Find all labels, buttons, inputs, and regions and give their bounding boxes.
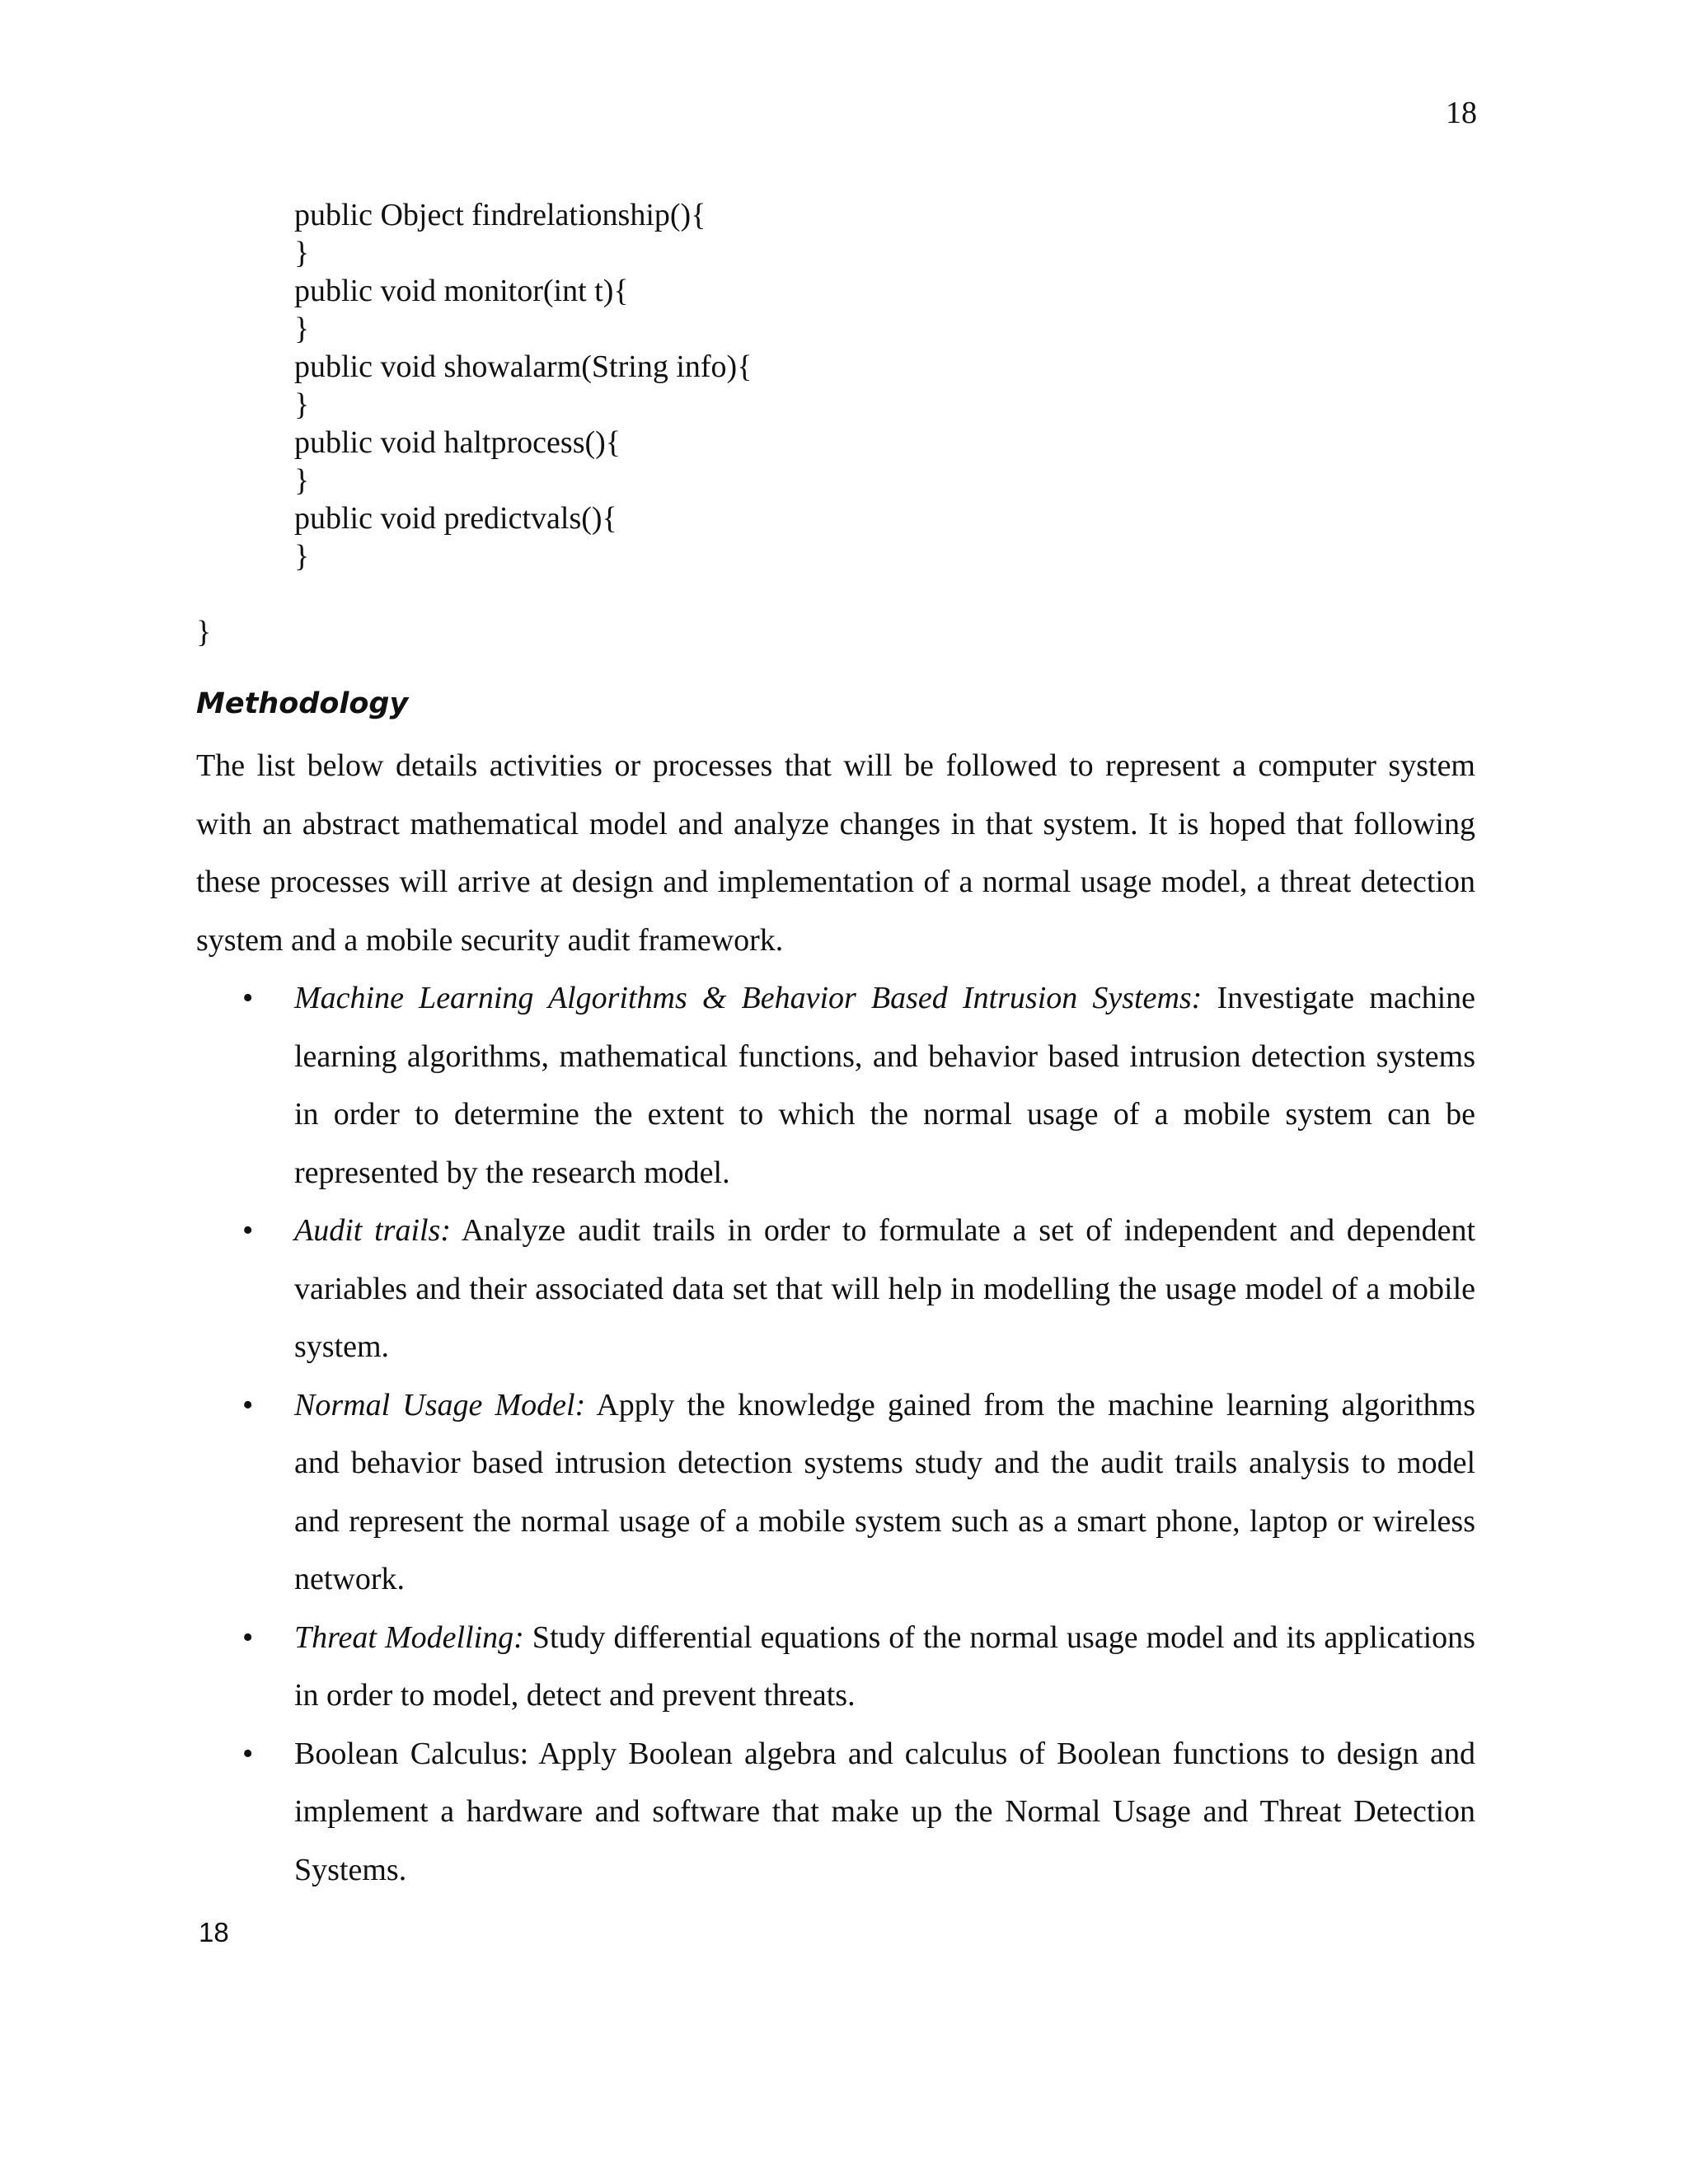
list-item <box>196 1609 1475 1725</box>
item-text: Analyze audit trails in order to formulate a set of independent and dependent variables and their associated data set that will help in modelling the usage model of a mobile system. <box>294 1213 1476 1364</box>
item-term: Machine Learning Algorithms & Behavior Based Intrusion Systems: <box>294 981 1203 1015</box>
item-text: Apply the knowledge gained from the machine learning algorithms and behavior based intrusion detection systems study and the audit trails analysis to model and represent the normal usage of a mobile system such as a smart phone, laptop or wireless network. <box>294 1387 1475 1596</box>
code-line: } <box>294 312 310 346</box>
bullet-icon: • <box>242 1736 254 1771</box>
intro-paragraph: The list below details activities or processes that will be followed to represent a computer system with an abstract mathematical model and analyze changes in that system. It is hoped that following these processes will arrive at design and implementation of a normal usage model, a threat detection system and a mobile security audit framework. <box>196 748 1475 958</box>
code-line: } <box>294 463 310 498</box>
bullet-icon: • <box>242 1387 254 1422</box>
item-text: Investigate machine learning algorithms, mathematical functions, and behavior based intrusion detection systems in order to determine the extent to which the normal usage of a mobile system can be represented by the research model. <box>294 981 1476 1190</box>
item-text: Boolean Calculus: Apply Boolean algebra and calculus of Boolean functions to design and implement a hardware and software that make up the Normal Usage and Threat Detection Systems. <box>294 1736 1475 1887</box>
bullet-icon: • <box>242 981 254 1015</box>
list-item <box>196 1202 1475 1376</box>
section-heading: Methodology <box>196 687 409 720</box>
code-line: public void monitor(int t){ <box>294 274 629 308</box>
bullet-icon: • <box>242 1619 254 1655</box>
list-item <box>196 969 1475 1202</box>
bullet-icon: • <box>242 1213 254 1248</box>
code-line: public Object findrelationship(){ <box>294 198 706 232</box>
page-number-top: 18 <box>1446 96 1477 130</box>
page-number-bottom: 18 <box>199 1917 229 1947</box>
code-line: } <box>294 236 310 270</box>
list-item <box>196 1376 1475 1609</box>
item-text: Study differential equations of the normal usage model and its applications in order to model, detect and prevent threats. <box>294 1619 1475 1713</box>
list-item <box>196 1725 1475 1900</box>
code-block <box>294 196 1448 575</box>
code-line: } <box>294 539 310 574</box>
methodology-list <box>196 969 1475 1899</box>
item-term: Normal Usage Model: <box>294 1387 586 1422</box>
code-line: public void haltprocess(){ <box>294 425 621 460</box>
class-closing-brace: } <box>196 615 212 649</box>
code-line: } <box>294 387 310 422</box>
item-term: Threat Modelling: <box>294 1619 524 1655</box>
code-line: public void predictvals(){ <box>294 501 617 536</box>
code-line: public void showalarm(String info){ <box>294 349 753 384</box>
item-term: Audit trails: <box>294 1213 452 1248</box>
